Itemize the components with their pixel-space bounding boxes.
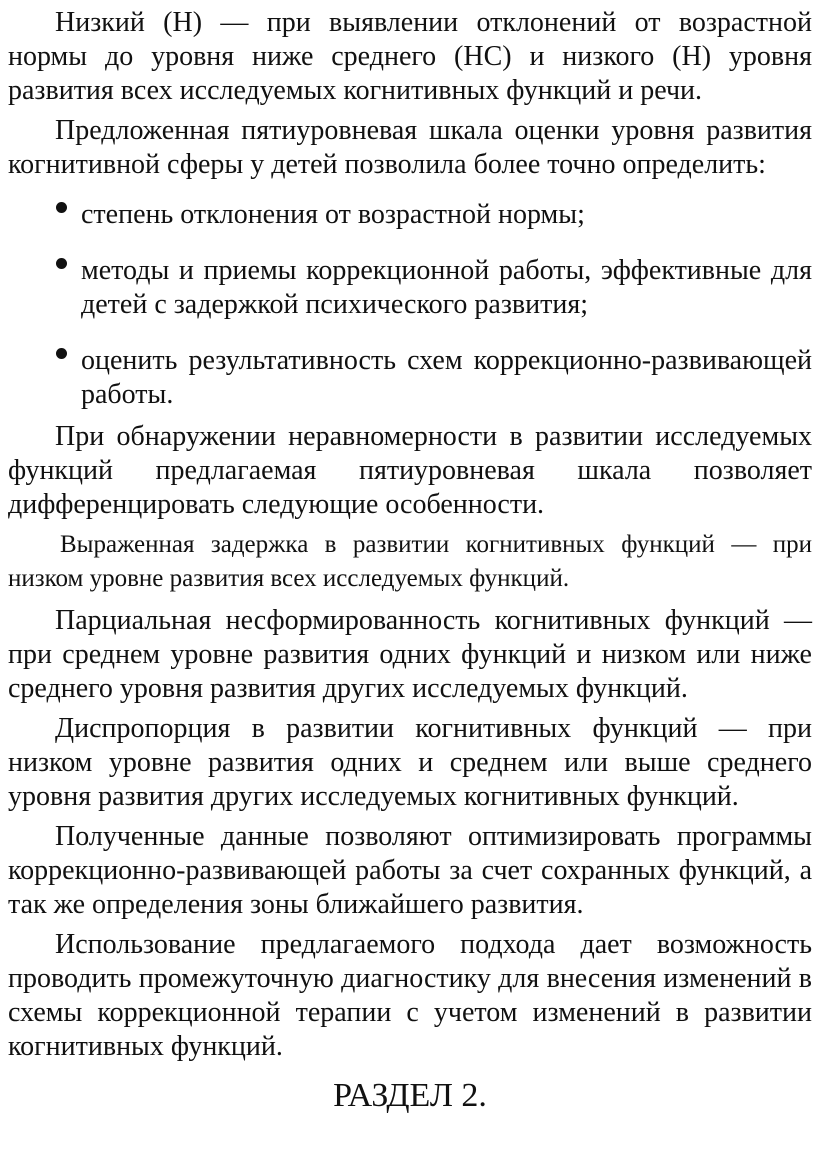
paragraph-five-level-scale: Предложенная пятиуровневая шкала оценки уровня развития когнитивной сферы у детей позволила более точно определить:	[8, 115, 812, 180]
paragraph-pronounced-delay: Выраженная задержка в развитии когнитивных функций — при низком уровне развития всех исследуемых функций.	[8, 531, 812, 592]
paragraph-disproportion: Диспропорция в развитии когнитивных функций — при низком уровне развития одних и среднем или выше среднего уровня развития других исследуемых когнитивных функций.	[8, 713, 812, 812]
list-item-text: оценить результативность схем коррекционно-развивающей работы.	[81, 345, 812, 410]
paragraph-unevenness: При обнаружении неравномерности в развитии исследуемых функций предлагаемая пятиуровневая шкала позволяет дифференцировать следующие особенности.	[8, 421, 812, 520]
bullet-icon	[56, 202, 67, 213]
bullet-icon	[56, 258, 67, 269]
paragraph-approach-usage: Использование предлагаемого подхода дает возможность проводить промежуточную диагностику для внесения изменений в схемы коррекционной терапии с учетом изменений в развитии когнитивных функций.	[8, 929, 812, 1062]
list-item	[8, 198, 812, 232]
document-page	[8, 6, 812, 1116]
list-item	[8, 344, 812, 412]
paragraph-low-level: Низкий (Н) — при выявлении отклонений от возрастной нормы до уровня ниже среднего (НС) и низкого (Н) уровня развития всех исследуемых когнитивных функций и речи.	[8, 7, 812, 106]
list-item-text: степень отклонения от возрастной нормы;	[81, 199, 585, 230]
list-item-text: методы и приемы коррекционной работы, эффективные для детей с задержкой психического развития;	[81, 255, 812, 320]
list-item	[8, 254, 812, 322]
section-heading: РАЗДЕЛ 2.	[333, 1077, 487, 1114]
paragraph-partial-immaturity: Парциальная несформированность когнитивных функций — при среднем уровне развития одних функций и низком или ниже среднего уровня развития других исследуемых функций.	[8, 605, 812, 704]
bullet-list	[8, 198, 812, 412]
paragraph-obtained-data: Полученные данные позволяют оптимизировать программы коррекционно-развивающей работы за счет сохранных функций, а так же определения зоны ближайшего развития.	[8, 821, 812, 920]
bullet-icon	[56, 348, 67, 359]
